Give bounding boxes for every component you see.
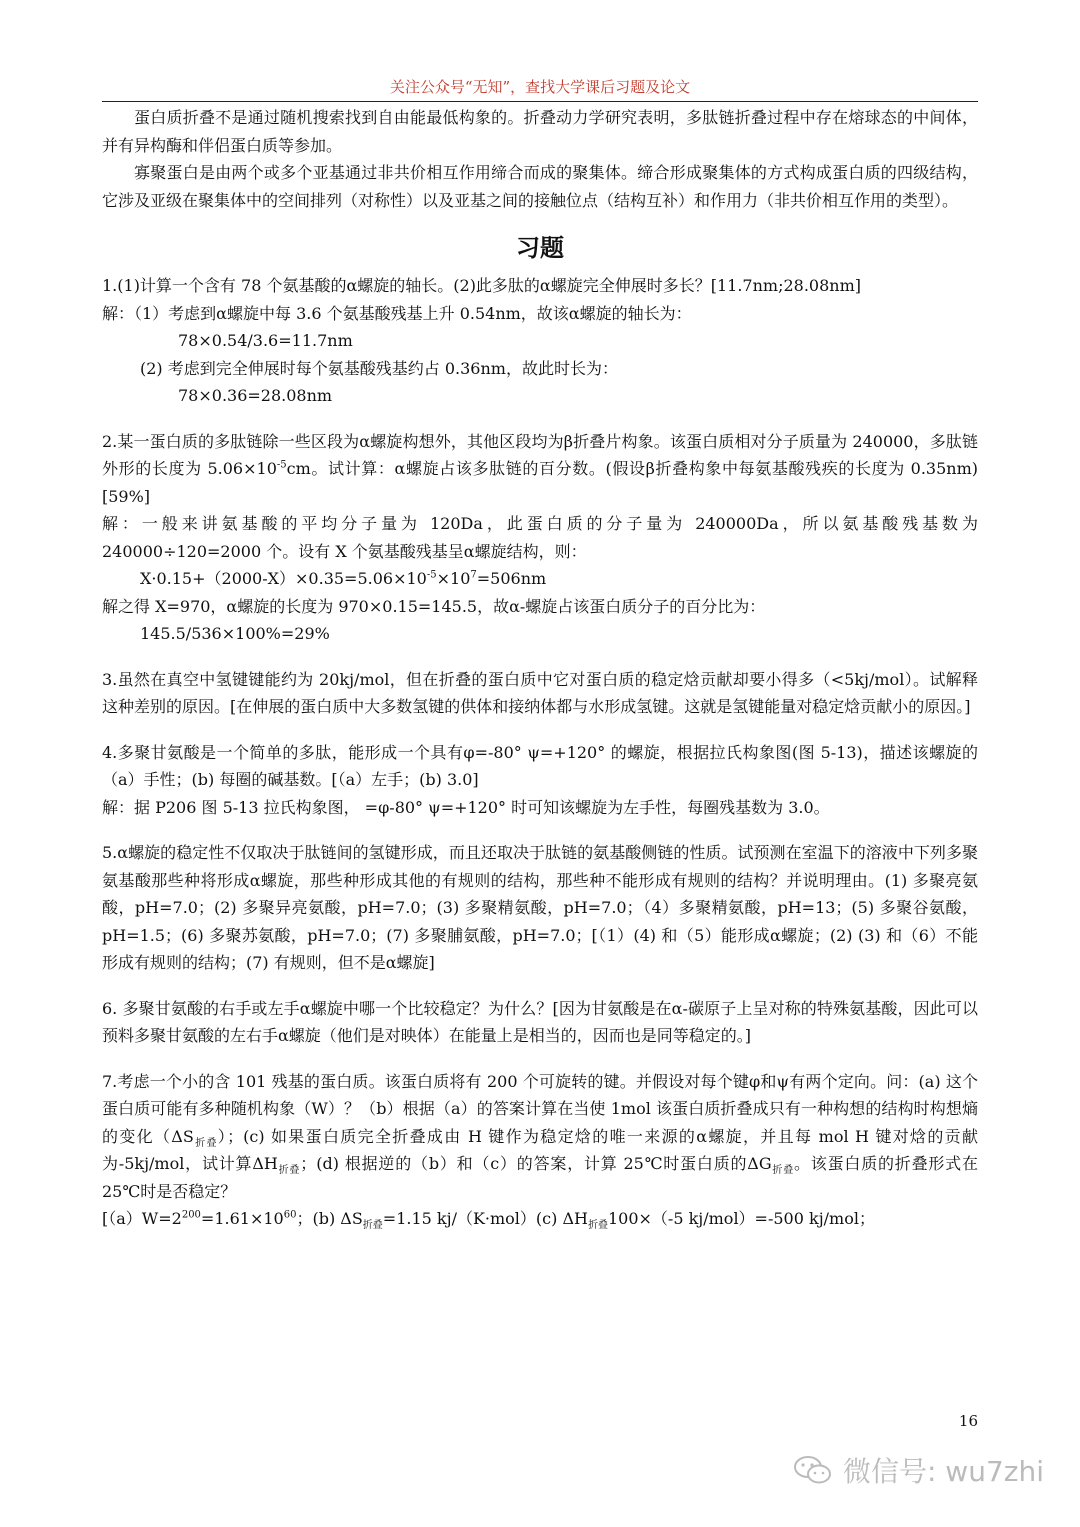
answer-2-part-2: 解之得 X=970，α螺旋的长度为 970×0.15=145.5，故α-螺旋占该蛋白质分子的百分比为： — [102, 596, 766, 616]
question-2: 2.某一蛋白质的多肽链除一些区段为α螺旋构想外，其他区段均为β折叠片构象。该蛋白质相对分子质量为 240000，多肽链外形的长度为 $5.06\times 10^{-5}cm$。试计算：α螺旋占该多肽链的百分数。(假设β折叠构象中每氨基酸残疾的长度为 0.35nm) [59%] — [102, 431, 978, 506]
answer-1-part-2: (2) 考虑到完全伸展时每个氨基酸残基约占 0.36nm，故此时长为： — [140, 358, 618, 378]
page-number: 16 — [958, 1412, 978, 1430]
question-3: 3.虽然在真空中氢键键能约为 20kj/mol，但在折叠的蛋白质中它对蛋白质的稳定焓贡献却要小得多（<5kj/mol）。试解释这种差别的原因。[在伸展的蛋白质中大多数氢键的供体和接纳体都与水形成氢键。这就是氢键能量对稳定焓贡献小的原因。] — [102, 669, 978, 716]
document-body — [102, 104, 978, 1233]
question-1: 1.(1)计算一个含有 78 个氨基酸的α螺旋的轴长。(2)此多肽的α螺旋完全伸展时多长？[11.7nm;28.08nm] — [102, 276, 861, 295]
answer-1-part-1: 解：（1）考虑到α螺旋中每 3.6 个氨基酸残基上升 0.54nm，故该α螺旋的轴长为： — [102, 303, 692, 323]
question-6: 6. 多聚甘氨酸的右手或左手α螺旋中哪一个比较稳定？为什么？[因为甘氨酸是在α-碳原子上呈对称的特殊氨基酸，因此可以预料多聚甘氨酸的左右手α螺旋（他们是对映体）在能量上是相当的，因而也是同等稳定的。] — [102, 998, 978, 1045]
answer-7: [$(a)W=2^{200}=1.61\times 10^{60}$；(b) $\Delta S_{折叠}=1.15$ kj/（K·mol）(c) $\Delta H_{折叠}100\times(-5$ kj/mol）=-500 kj/mol； — [102, 1209, 875, 1232]
answer-4: 解：据 P206 图 5-13 拉氏构象图， =φ-80° ψ=+120° 时可知该螺旋为左手性，每圈残基数为 3.0。 — [102, 797, 830, 817]
page-header: 关注公众号“无知”，查找大学课后习题及论文 — [102, 76, 978, 102]
answer-2-calc: 145.5/536×100%=29% — [140, 624, 330, 643]
answer-2: 解：一般来讲氨基酸的平均分子量为 120Da，此蛋白质的分子量为 240000Da，所以氨基酸残基数为 240000÷120=2000 个。设有 X 个氨基酸残基呈α螺旋结构，则： — [102, 514, 978, 561]
answer-1-calc-2: 78×0.36=28.08nm — [178, 386, 333, 405]
wechat-icon — [793, 1455, 833, 1485]
intro-paragraph-1: 蛋白质折叠不是通过随机搜索找到自由能最低构象的。折叠动力学研究表明，多肽链折叠过程中存在熔球态的中间体，并有异构酶和伴侣蛋白质等参加。 — [102, 108, 978, 155]
question-5: 5.α螺旋的稳定性不仅取决于肽链间的氢键形成，而且还取决于肽链的氨基酸侧链的性质。试预测在室温下的溶液中下列多聚氨基酸那些种将形成α螺旋，那些种形成其他的有规则的结构，那些种不能形成有规则的结构？并说明理由。(1) 多聚亮氨酸，pH=7.0；(2) 多聚异亮氨酸，pH=7.0；(3) 多聚精氨酸，pH=7.0；（4）多聚精氨酸，pH=13；(5) 多聚谷氨酸，pH=1.5；(6) 多聚苏氨酸，pH=7.0；(7) 多聚脯氨酸，pH=7.0；[（1）(4) 和（5）能形成α螺旋；(2) (3) 和（6）不能形成有规则的结构；(7) 有规则，但不是α螺旋] — [102, 843, 978, 972]
question-7: 7.考虑一个小的含 101 残基的蛋白质。该蛋白质将有 200 个可旋转的键。并假设对每个键φ和ψ有两个定向。问：(a) 这个蛋白质可能有多种随机构象（W）？（b）根据（a）的答案计算在当使 1mol 该蛋白质折叠成只有一种构想的结构时构想熵的变化$(\Delta S_{折叠})$；(c) 如果蛋白质完全折叠成由 H 键作为稳定焓的唯一来源的α螺旋，并且每 mol H 键对焓的贡献为-5kj/mol，试计算$\Delta H_{折叠}$；(d) 根据逆的（b）和（c）的答案，计算 25℃时蛋白质的$\Delta G_{折叠}$。该蛋白质的折叠形式在 25℃时是否稳定？ — [102, 1071, 978, 1201]
watermark-text: 微信号: wu7zhi — [842, 1455, 1044, 1488]
answer-2-equation: $X\cdot 0.15+(2000-X)\times 0.35=5.06\times 10^{-5}\times 10^7=506nm$ — [140, 569, 547, 588]
watermark — [793, 1450, 1044, 1490]
section-title: 习题 — [516, 234, 564, 262]
question-4: 4.多聚甘氨酸是一个简单的多肽，能形成一个具有φ=-80° ψ=+120° 的螺旋，根据拉氏构象图(图 5-13)，描述该螺旋的（a）手性；(b) 每圈的碱基数。[（a）左手；(b) 3.0] — [102, 742, 978, 789]
answer-1-calc-1: 78×0.54/3.6=11.7nm — [178, 331, 353, 350]
intro-paragraph-2: 寡聚蛋白是由两个或多个亚基通过非共价相互作用缔合而成的聚集体。缔合形成聚集体的方式构成蛋白质的四级结构，它涉及亚级在聚集体中的空间排列（对称性）以及亚基之间的接触位点（结构互补）和作用力（非共价相互作用的类型）。 — [102, 163, 978, 210]
